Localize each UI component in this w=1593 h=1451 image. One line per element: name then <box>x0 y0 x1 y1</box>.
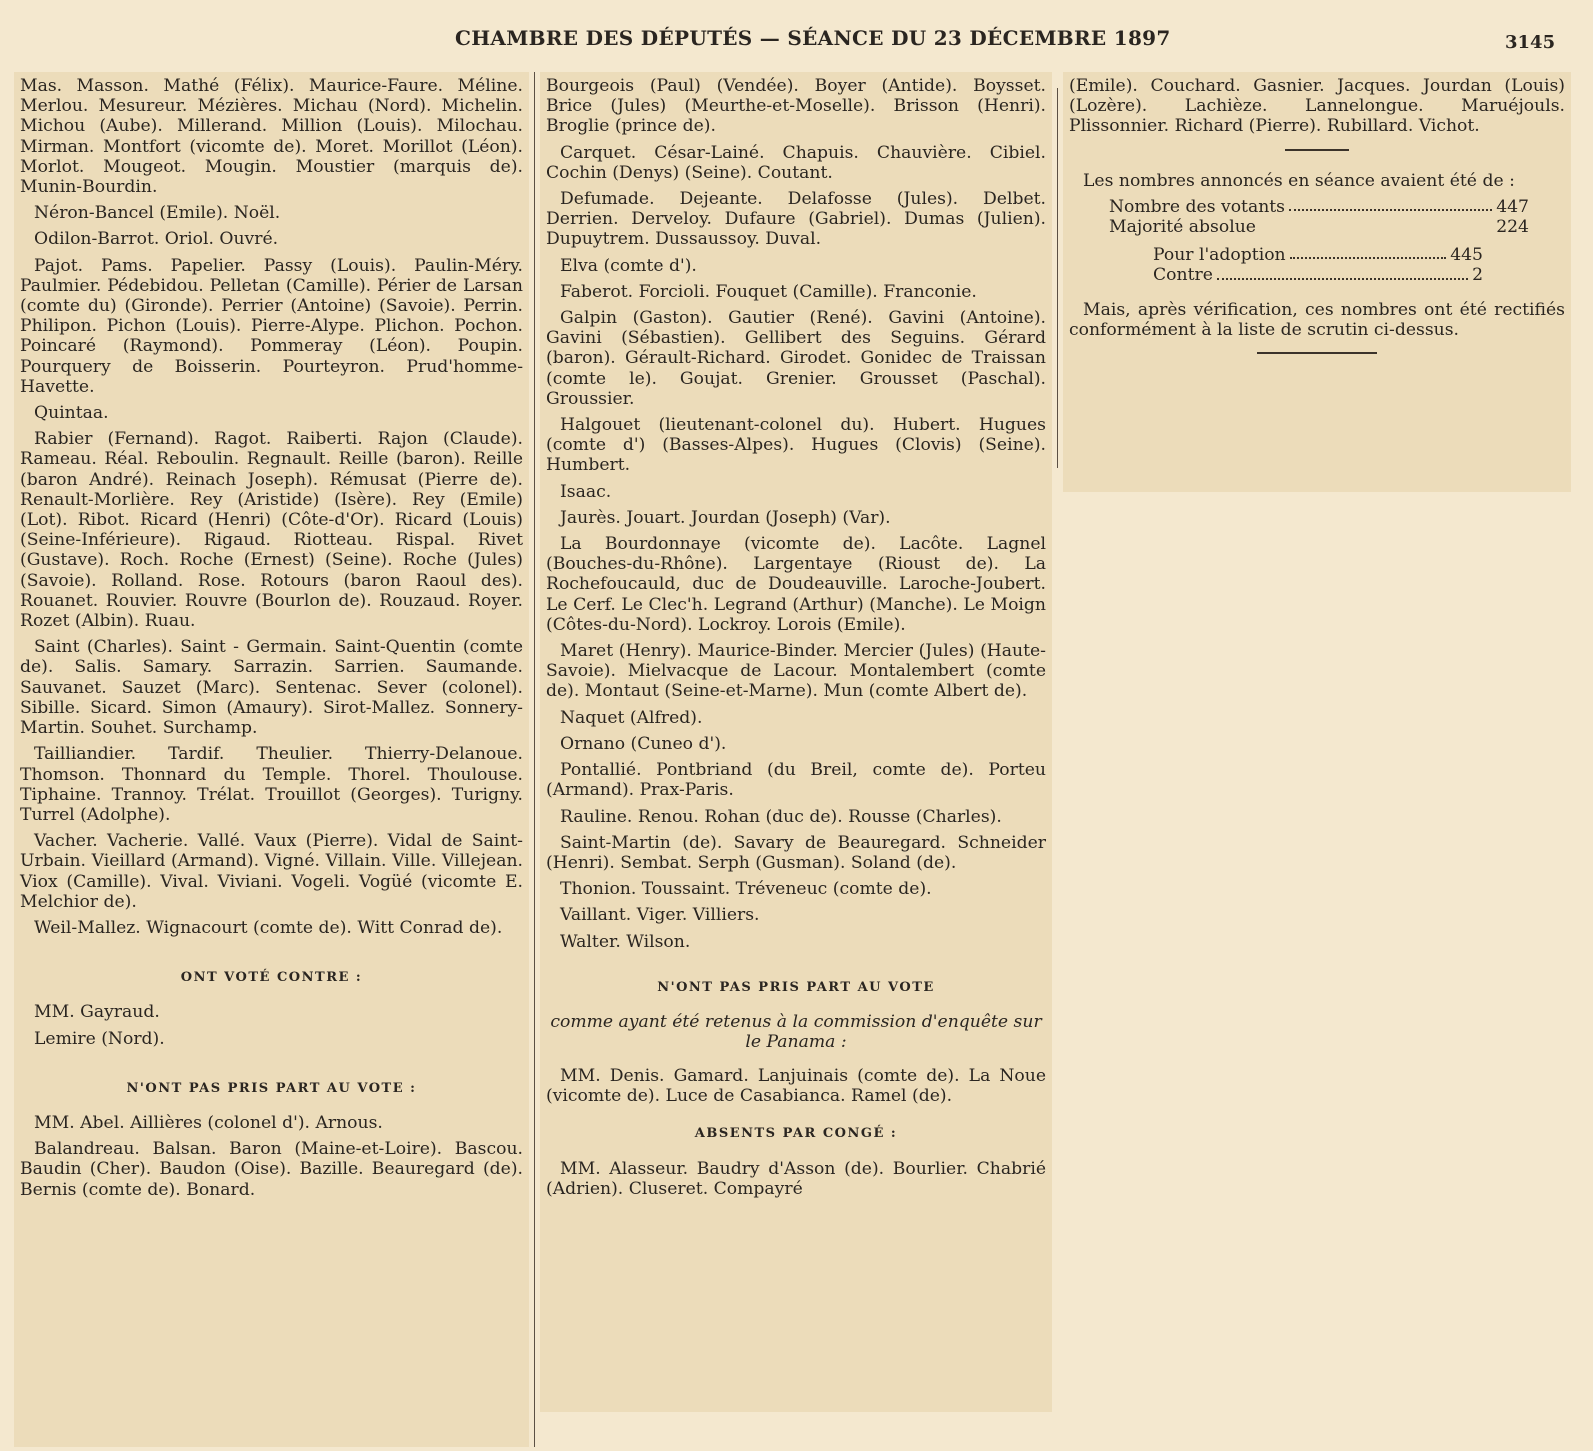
name-list-paragraph: Isaac. <box>560 481 612 502</box>
tally-row-pour <box>1153 245 1483 265</box>
tally-value: 224 <box>1496 217 1529 238</box>
column-divider <box>1057 88 1058 468</box>
vote-tally <box>1109 197 1529 237</box>
name-list-paragraph: (Emile). Couchard. Gasnier. Jacques. Jourdan (Louis) (Lozère). Lachièze. Lannelongue. Maruéjouls. Plissonnier. Richard (Pierre). Rubillard. Vichot. <box>1069 76 1565 137</box>
panama-subheading: comme ayant été retenus à la commission d'enquête sur le Panama : <box>550 1011 1042 1052</box>
name-list-paragraph: Pontallié. Pontbriand (du Breil, comte de). Porteu (Armand). Prax-Paris. <box>546 760 1046 801</box>
name-list-paragraph: Carquet. César-Lainé. Chapuis. Chauvière. Cibiel. Cochin (Denys) (Seine). Coutant. <box>546 142 1046 183</box>
page-number: 3145 <box>1505 32 1556 53</box>
contre-entry: MM. Gayraud. <box>34 1002 160 1023</box>
name-list-paragraph: Vacher. Vacherie. Vallé. Vaux (Pierre). Vidal de Saint-Urbain. Vieillard (Armand). Vigné. Villain. Ville. Villejean. Viox (Camille). Vival. Viviani. Vogeli. Vogüé (vicomte E. Melchior de). <box>20 831 523 912</box>
name-list-paragraph: Rauline. Renou. Rohan (duc de). Rousse (Charles). <box>560 806 1002 827</box>
tally-label: Pour l'adoption <box>1153 245 1286 266</box>
name-list-paragraph: Saint-Martin (de). Savary de Beauregard. Schneider (Henri). Sembat. Serph (Gusman). Soland (de). <box>546 832 1046 873</box>
name-list-paragraph: Defumade. Dejeante. Delafosse (Jules). Delbet. Derrien. Derveloy. Dufaure (Gabriel). Dumas (Julien). Dupuytrem. Dussaussoy. Duval. <box>546 189 1046 250</box>
tally-row-votants <box>1109 197 1529 217</box>
section-heading-abstention: N'ONT PAS PRIS PART AU VOTE : <box>126 1080 417 1096</box>
name-list-paragraph: Galpin (Gaston). Gautier (René). Gavini (Antoine). Gavini (Sébastien). Gellibert des Seguins. Gérard (baron). Gérault-Richard. Girodet. Gonidec de Traissan (comte le). Goujat. Grenier. Grousset (Paschal). Groussier. <box>546 308 1046 409</box>
name-list-paragraph: Jaurès. Jouart. Jourdan (Joseph) (Var). <box>560 507 891 528</box>
name-list-paragraph: Halgouet (lieutenant-colonel du). Hubert. Hugues (comte d') (Basses-Alpes). Hugues (Clovis) (Seine). Humbert. <box>546 415 1046 476</box>
name-list-paragraph: Rabier (Fernand). Ragot. Raiberti. Rajon (Claude). Rameau. Réal. Reboulin. Regnault. Reille (baron). Reille (baron André). Reinach Joseph). Rémusat (Pierre de). Renault-Morlière. Rey (Aristide) (Isère). Rey (Emile) (Lot). Ribot. Ricard (Henri) (Côte-d'Or). Ricard (Louis) (Seine-Inférieure). Rigaud. Riotteau. Rispal. Rivet (Gustave). Roch. Roche (Ernest) (Seine). Roche (Jules) (Savoie). Rolland. Rose. Rotours (baron Raoul des). Rouanet. Rouvier. Rouvre (Bourlon de). Rouzaud. Royer. Rozet (Albin). Ruau. <box>20 429 523 632</box>
leader-dots <box>1217 265 1468 279</box>
column-2 <box>540 72 1052 1412</box>
section-heading-conge: ABSENTS PAR CONGÉ : <box>694 1126 898 1142</box>
tally-intro: Les nombres annoncés en séance avaient été de : <box>1083 170 1515 191</box>
name-list-paragraph: Maret (Henry). Maurice-Binder. Mercier (Jules) (Haute-Savoie). Mielvacque de Lacour. Montalembert (comte de). Montaut (Seine-et-Marne). Mun (comte Albert de). <box>546 641 1046 702</box>
name-list-paragraph: Weil-Mallez. Wignacourt (comte de). Witt Conrad de). <box>34 917 503 938</box>
tally-row-contre <box>1153 265 1483 285</box>
tally-value: 2 <box>1472 265 1483 286</box>
name-list-paragraph: Néron-Bancel (Emile). Noël. <box>34 203 281 224</box>
contre-entry: Lemire (Nord). <box>34 1028 165 1049</box>
tally-value: 447 <box>1496 196 1529 217</box>
column-1 <box>14 72 529 1447</box>
tally-label: Contre <box>1153 265 1213 286</box>
abstention-entry: Balandreau. Balsan. Baron (Maine-et-Loire). Bascou. Baudin (Cher). Baudon (Oise). Bazille. Beauregard (de). Bernis (comte de). Bonard. <box>20 1139 523 1200</box>
separator-rule <box>1257 352 1377 354</box>
name-list-paragraph: Ornano (Cuneo d'). <box>560 733 727 754</box>
name-list-paragraph: Mas. Masson. Mathé (Félix). Maurice-Faure. Méline. Merlou. Mesureur. Mézières. Michau (Nord). Michelin. Michou (Aube). Millerand. Million (Louis). Milochau. Mirman. Montfort (vicomte de). Moret. Morillot (Léon). Morlot. Mougeot. Mougin. Moustier (marquis de). Munin-Bourdin. <box>20 76 523 198</box>
name-list-paragraph: Faberot. Forcioli. Fouquet (Camille). Franconie. <box>560 281 977 302</box>
section-heading-panama: N'ONT PAS PRIS PART AU VOTE <box>657 979 935 995</box>
tally-label: Majorité absolue <box>1109 217 1256 238</box>
tally-label: Nombre des votants <box>1109 196 1286 217</box>
name-list-paragraph: Thonion. Toussaint. Tréveneuc (comte de). <box>560 879 932 900</box>
name-list-paragraph: Walter. Wilson. <box>560 931 691 952</box>
column-3 <box>1063 72 1571 492</box>
leader-dots <box>1290 245 1447 259</box>
section-heading-contre: ONT VOTÉ CONTRE : <box>180 970 363 986</box>
tally-outro: Mais, après vérification, ces nombres ont été rectifiés conformément à la liste de scrutin ci-dessus. <box>1069 299 1565 340</box>
panama-entry: MM. Denis. Gamard. Lanjuinais (comte de). La Noue (vicomte de). Luce de Casabianca. Ramel (de). <box>546 1065 1046 1107</box>
name-list-paragraph: Naquet (Alfred). <box>560 707 703 728</box>
name-list-paragraph: Vaillant. Viger. Villiers. <box>560 905 760 926</box>
tally-value: 445 <box>1450 245 1483 266</box>
leader-dots <box>1289 197 1492 211</box>
name-list-paragraph: Quintaa. <box>34 403 109 424</box>
name-list-paragraph: Pajot. Pams. Papelier. Passy (Louis). Paulin-Méry. Paulmier. Pédebidou. Pelletan (Camille). Périer de Larsan (comte du) (Gironde). Perrier (Antoine) (Savoie). Perrin. Philipon. Pichon (Louis). Pierre-Alype. Plichon. Pochon. Poincaré (Raymond). Pommeray (Léon). Poupin. Pourquery de Boisserin. Pourteyron. Prud'homme-Havette. <box>20 255 523 397</box>
leader-space <box>1260 217 1492 231</box>
vote-tally-detail <box>1153 245 1483 285</box>
name-list-paragraph: Tailliandier. Tardif. Theulier. Thierry-Delanoue. Thomson. Thonnard du Temple. Thorel. Thoulouse. Tiphaine. Trannoy. Trélat. Trouillot (Georges). Turigny. Turrel (Adolphe). <box>20 744 523 825</box>
name-list-paragraph: Elva (comte d'). <box>560 255 697 276</box>
abstention-entry: MM. Abel. Aillières (colonel d'). Arnous. <box>34 1112 383 1133</box>
name-list-paragraph: Saint (Charles). Saint - Germain. Saint-Quentin (comte de). Salis. Samary. Sarrazin. Sarrien. Saumande. Sauvanet. Sauzet (Marc). Sentenac. Sever (colonel). Sibille. Sicard. Simon (Amaury). Sirot-Mallez. Sonnery-Martin. Souhet. Surchamp. <box>20 637 523 739</box>
page-title: CHAMBRE DES DÉPUTÉS — SÉANCE DU 23 DÉCEMBRE 1897 <box>455 26 1171 50</box>
tally-row-majorite <box>1109 217 1529 237</box>
separator-rule <box>1285 149 1349 151</box>
column-divider <box>534 72 535 1447</box>
name-list-paragraph: La Bourdonnaye (vicomte de). Lacôte. Lagnel (Bouches-du-Rhône). Largentaye (Rioust de). La Rochefoucauld, duc de Doudeauville. Laroche-Joubert. Le Cerf. Le Clec'h. Legrand (Arthur) (Manche). Le Moign (Côtes-du-Nord). Lockroy. Lorois (Emile). <box>546 534 1046 635</box>
name-list-paragraph: Bourgeois (Paul) (Vendée). Boyer (Antide). Boysset. Brice (Jules) (Meurthe-et-Moselle). Brisson (Henri). Broglie (prince de). <box>546 76 1046 137</box>
conge-entry: MM. Alasseur. Baudry d'Asson (de). Bourlier. Chabrié (Adrien). Cluseret. Compayré <box>546 1158 1046 1199</box>
name-list-paragraph: Odilon-Barrot. Oriol. Ouvré. <box>34 229 279 250</box>
